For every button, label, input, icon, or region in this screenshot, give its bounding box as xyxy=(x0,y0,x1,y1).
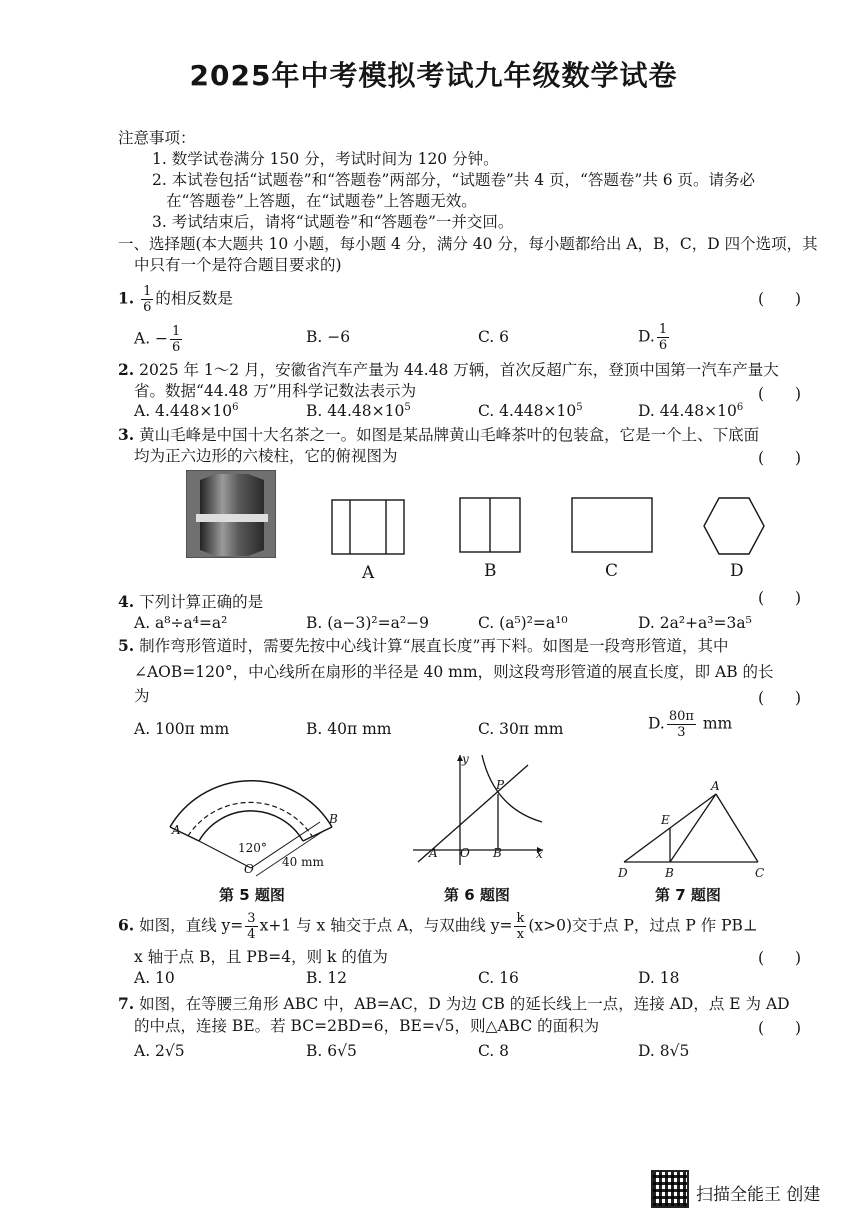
question-7: 7. 如图，在等腰三角形 ABC 中，AB=AC，D 为边 CB 的延长线上一点，连接 AD，点 E 为 AD xyxy=(118,994,790,1013)
q1-option-c: C. 6 xyxy=(478,328,510,346)
q4-option-a: A. a⁸÷a⁴=a² xyxy=(134,614,228,632)
q6-answer-paren: ( ) xyxy=(758,949,802,967)
fig7-label-b: B xyxy=(665,866,674,880)
fig6-label-a: A xyxy=(429,846,438,860)
q5-option-d: D. $\frac{80\pi}{3}$ mm xyxy=(648,709,733,740)
fig7-label-c: C xyxy=(755,866,765,880)
fig5-label-o: O xyxy=(244,862,254,876)
fig7-caption: 第 7 题图 xyxy=(655,886,721,904)
question-7-cont: 的中点，连接 BE。若 BC=2BD=6，BE=√5，则△ABC 的面积为 xyxy=(134,1017,600,1035)
q3-label-c: C xyxy=(605,561,619,581)
option-b-view xyxy=(458,496,522,554)
q4-option-c: C. (a⁵)²=a¹⁰ xyxy=(478,614,568,632)
q7-option-d: D. 8√5 xyxy=(638,1042,690,1060)
q1-option-a: A. − $\frac{1}{6}$ xyxy=(134,324,181,355)
q5-answer-paren: ( ) xyxy=(758,689,802,707)
fig5-angle: 120° xyxy=(238,841,267,855)
tea-box-photo xyxy=(186,470,276,558)
q1-option-b: B. −6 xyxy=(306,328,351,346)
q2-option-b: B. $44.48\times 10^5$ xyxy=(306,402,411,421)
q2-option-c: C. $4.448\times 10^5$ xyxy=(478,402,583,421)
q2-option-d: D. $44.48\times 10^6$ xyxy=(638,402,744,421)
fig7-label-d: D xyxy=(618,866,628,880)
q5-option-a: A. 100π mm xyxy=(134,720,230,738)
question-5-cont2: 为 xyxy=(134,687,150,705)
notes-heading: 注意事项： xyxy=(118,129,196,147)
q3-label-b: B xyxy=(484,561,497,581)
q1-option-d: D. $\frac{1}{6}$ xyxy=(638,322,668,353)
q1-fraction: $\frac{1}{6}$ xyxy=(143,284,152,315)
q7-option-c: C. 8 xyxy=(478,1042,510,1060)
q1-answer-paren: ( ) xyxy=(758,290,802,308)
q5-option-c: C. 30π mm xyxy=(478,720,564,738)
fig6-label-x: x xyxy=(536,847,543,861)
note-2: 2. 本试卷包括“试题卷”和“答题卷”两部分，“试题卷”共 4 页，“答题卷”共 6 页。请务必 xyxy=(152,171,756,189)
scanner-watermark: 扫描全能王 创建 xyxy=(696,1185,821,1205)
question-5-cont: ∠AOB=120°，中心线所在扇形的半径是 40 mm，则这段弯形管道的展直长度，即 AB 的长 xyxy=(134,663,774,681)
question-6-cont: x 轴于点 B，且 PB=4，则 k 的值为 xyxy=(134,948,388,966)
fig6-label-y: y xyxy=(462,752,469,766)
fig5-radius: 40 mm xyxy=(282,855,324,869)
fig7-label-a: A xyxy=(711,779,720,793)
question-3-cont: 均为正六边形的六棱柱，它的俯视图为 xyxy=(134,447,398,465)
question-5: 5. 制作弯形管道时，需要先按中心线计算“展直长度”再下料。如图是一段弯形管道，其中 xyxy=(118,636,729,655)
section1-heading-cont: 中只有一个是符合题目要求的) xyxy=(134,256,342,274)
q7-answer-paren: ( ) xyxy=(758,1019,802,1037)
q4-answer-paren: ( ) xyxy=(758,589,802,607)
q7-option-b: B. 6√5 xyxy=(306,1042,357,1060)
fig6-label-b: B xyxy=(493,846,502,860)
fig7-label-e: E xyxy=(661,813,670,827)
q2-option-a: A. $4.448\times 10^6$ xyxy=(134,402,239,421)
note-2-cont: 在“答题卷”上答题，在“试题卷”上答题无效。 xyxy=(166,192,477,210)
question-4: 4. 下列计算正确的是 xyxy=(118,592,264,611)
question-6: 6. 如图，直线 y= $\frac{3}{4}$ x+1 与 x 轴交于点 A，与双曲线 y= $\frac{k}{x}$ (x>0)交于点 P，过点 P 作 PB⊥ xyxy=(118,911,758,942)
section1-heading: 一、选择题(本大题共 10 小题，每小题 4 分，满分 40 分，每小题都给出 A，B，C，D 四个选项，其 xyxy=(118,235,818,253)
option-d-view xyxy=(702,496,766,556)
q7-option-a: A. 2√5 xyxy=(134,1042,185,1060)
q6-option-b: B. 12 xyxy=(306,969,347,987)
fig5-caption: 第 5 题图 xyxy=(219,886,285,904)
q4-option-d: D. 2a²+a³=3a⁵ xyxy=(638,614,752,632)
note-3: 3. 考试结束后，请将“试题卷”和“答题卷”一并交回。 xyxy=(152,213,514,231)
note-1: 1. 数学试卷满分 150 分，考试时间为 120 分钟。 xyxy=(152,150,499,168)
q2-answer-paren: ( ) xyxy=(758,385,802,403)
exam-title: 2025年中考模拟考试九年级数学试卷 xyxy=(189,59,678,92)
fig5-label-b: B xyxy=(329,812,338,826)
q6-option-a: A. 10 xyxy=(134,969,175,987)
q5-option-b: B. 40π mm xyxy=(306,720,392,738)
q4-option-b: B. (a−3)²=a²−9 xyxy=(306,614,429,632)
q6-option-c: C. 16 xyxy=(478,969,519,987)
q1-stem: 的相反数是 xyxy=(155,289,233,308)
question-2-cont: 省。数据“44.48 万”用科学记数法表示为 xyxy=(134,382,417,400)
fig6-caption: 第 6 题图 xyxy=(444,886,510,904)
q6-option-d: D. 18 xyxy=(638,969,680,987)
q3-answer-paren: ( ) xyxy=(758,449,802,467)
fig6-label-o: O xyxy=(460,846,470,860)
q3-label-a: A xyxy=(362,563,375,583)
option-c-view xyxy=(570,496,654,554)
question-3: 3. 黄山毛峰是中国十大名茶之一。如图是某品牌黄山毛峰茶叶的包装盒，它是一个上、下底面 xyxy=(118,425,760,444)
option-a-view xyxy=(330,498,406,556)
qr-code-icon xyxy=(651,1170,689,1208)
q3-label-d: D xyxy=(730,561,744,581)
question-2: 2. 2025 年 1～2 月，安徽省汽车产量为 44.48 万辆，首次反超广东，登顶中国第一汽车产量大 xyxy=(118,360,779,379)
fig6-label-p: P xyxy=(496,778,505,792)
fig5-label-a: A xyxy=(172,823,181,837)
q1-number: 1. xyxy=(118,288,135,308)
figure-7 xyxy=(614,780,774,870)
question-1 xyxy=(118,285,233,314)
